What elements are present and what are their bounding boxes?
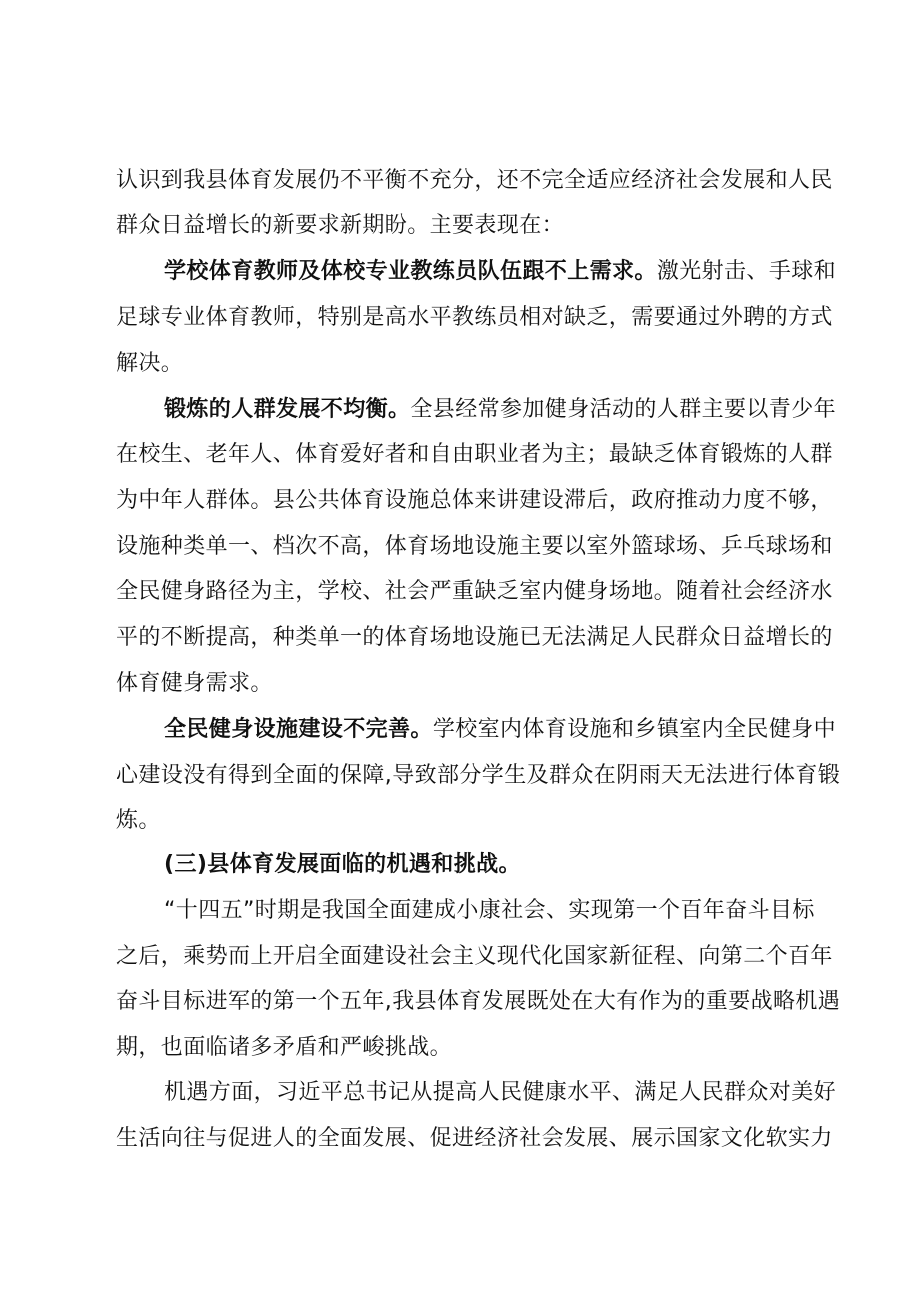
paragraph-text: 全民健身路径为主，学校、社会严重缺乏室内健身场地。随着社会经济水 — [116, 579, 833, 604]
paragraph-text: 体育健身需求。 — [116, 671, 273, 696]
paragraph-text: 炼。 — [116, 808, 161, 833]
text-line — [116, 942, 833, 972]
text-line — [116, 486, 833, 516]
text-line — [164, 395, 836, 425]
paragraph-text: 机遇方面，习近平总书记从提高人民健康水平、满足人民群众对美好 — [164, 1080, 837, 1105]
paragraph-text: 在校生、老年人、体育爱好者和自由职业者为主；最缺乏体育锻炼的人群 — [116, 442, 833, 467]
paragraph-text: 期，也面临诸多矛盾和严峻挑战。 — [116, 1035, 453, 1060]
text-line — [116, 987, 840, 1017]
paragraph-text: 学校室内体育设施和乡镇室内全民健身中 — [432, 717, 837, 742]
paragraph-text: 之后，乘势而上开启全面建设社会主义现代化国家新征程、向第二个百年 — [116, 944, 833, 969]
text-line — [116, 761, 840, 791]
paragraph-text: 认识到我县体育发展仍不平衡不充分，还不完全适应经济社会发展和人民 — [116, 168, 833, 193]
paragraph-text: “十四五”时期是我国全面建成小康社会、实现第一个百年奋斗目标 — [164, 898, 815, 923]
paragraph-text: 足球专业体育教师，特别是高水平教练员相对缺乏，需要通过外聘的方式 — [116, 305, 833, 330]
paragraph-text: 心建设没有得到全面的保障,导致部分学生及群众在阴雨天无法进行体育锻 — [116, 763, 841, 788]
text-line — [164, 257, 836, 287]
paragraph-text: 生活向往与促进人的全面发展、促进经济社会发展、展示国家文化软实力 — [116, 1126, 833, 1151]
text-line — [116, 166, 833, 196]
text-line — [164, 896, 815, 926]
bold-lead: 全民健身设施建设不完善。 — [164, 717, 433, 742]
bold-lead: 锻炼的人群发展不均衡。 — [164, 397, 411, 422]
text-line — [116, 349, 183, 379]
text-line — [164, 1078, 836, 1108]
paragraph-text: 群众日益增长的新要求新期盼。主要表现在： — [116, 213, 565, 238]
text-line — [116, 669, 273, 699]
paragraph-text: 激光射击、手球和 — [656, 259, 837, 284]
paragraph-text: 设施种类单一、档次不高，体育场地设施主要以室外篮球场、乒乓球场和 — [116, 534, 833, 559]
paragraph-text: 全县经常参加健身活动的人群主要以青少年 — [410, 397, 837, 422]
text-line — [116, 532, 833, 562]
paragraph-text: 奋斗目标进军的第一个五年,我县体育发展既处在大有作为的重要战略机遇 — [116, 989, 841, 1014]
text-line — [116, 440, 833, 470]
text-line — [116, 1124, 833, 1154]
heading-text: (三)县体育发展面临的机遇和挑战。 — [164, 852, 521, 877]
paragraph-text: 为中年人群体。县公共体育设施总体来讲建设滞后，政府推动力度不够， — [116, 488, 833, 513]
text-line — [116, 623, 833, 653]
paragraph-text: 平的不断提高，种类单一的体育场地设施已无法满足人民群众日益增长的 — [116, 625, 833, 650]
text-line — [116, 577, 833, 607]
text-line — [164, 715, 836, 745]
text-line — [116, 303, 833, 333]
text-line — [116, 1033, 452, 1063]
section-heading — [164, 850, 521, 880]
bold-lead: 学校体育教师及体校专业教练员队伍跟不上需求。 — [164, 259, 657, 284]
text-line — [116, 211, 564, 241]
text-line — [116, 806, 161, 836]
paragraph-text: 解决。 — [116, 351, 184, 376]
